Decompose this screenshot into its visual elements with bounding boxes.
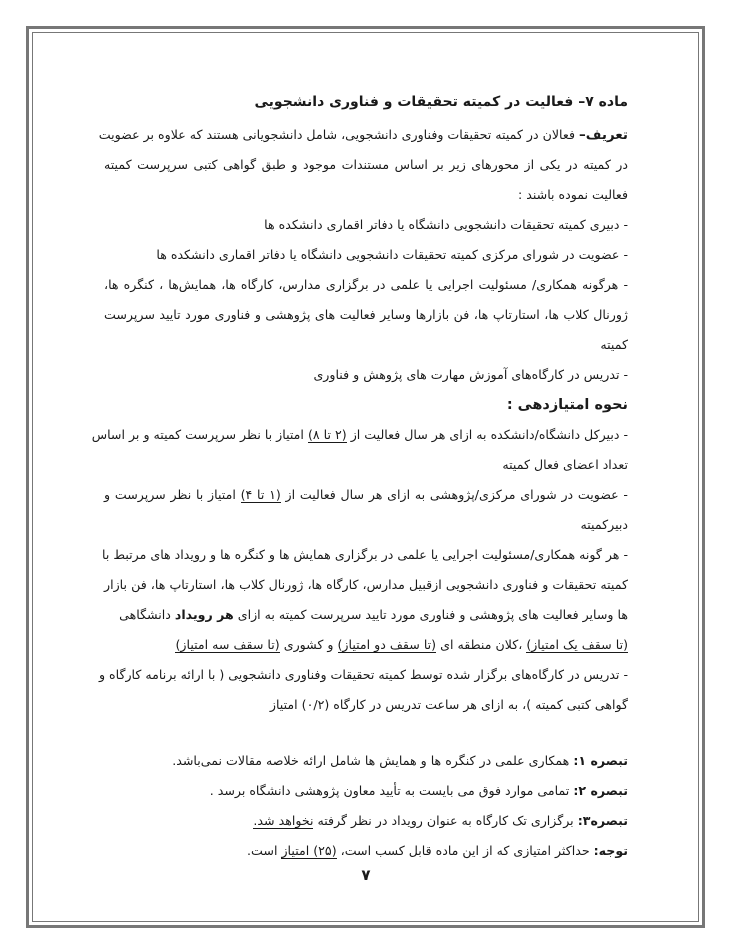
list-item-3-line-2: ژورنال کلاب ها، استارتاپ ها، فن بازارها وسایر فعالیت های پژوهشی و فناوری مورد تایید سرپرست — [104, 307, 628, 322]
note-3-underlined: نخواهد شد. — [253, 813, 314, 828]
note-3-label: تبصره۳: — [577, 813, 628, 828]
definition-term: تعریف– — [579, 127, 628, 143]
cap-two-points: (تا سقف دو امتیاز) — [337, 637, 437, 652]
cap-one-point: (تا سقف یک امتیاز) — [526, 637, 628, 652]
list-item-2: - عضویت در شورای مرکزی کمیته تحقیقات دانشجویی دانشگاه یا دفاتر اقماری دانشکده ها — [156, 247, 628, 262]
score-range-1: (۲ تا ۸) — [307, 427, 347, 442]
document-page — [91, 84, 628, 866]
scoring-item-4-line-2: گواهی کتبی کمیته )، به ازای هر ساعت تدریس در کارگاه (۰/۲) امتیاز — [269, 697, 628, 712]
scoring-heading: نحوه امتیازدهی : — [506, 397, 628, 413]
note-1: تبصره ۱: همکاری علمی در کنگره ها و همایش ها شامل ارائه خلاصه مقالات نمی‌باشد. — [172, 753, 628, 768]
scoring-item-2-line-1: - عضویت در شورای مرکزی/پژوهشی به ازای هر سال فعالیت از (۱ تا ۴) امتیاز با نظر سرپرست و — [104, 487, 628, 502]
scoring-item-3-line-3: ها وسایر فعالیت های پژوهشی و فناوری مورد تایید سرپرست کمیته به ازای هر رویداد دانشگاهی — [119, 607, 628, 622]
list-item-3-line-3: کمیته — [600, 337, 628, 352]
list-item-1: - دبیری کمیته تحقیقات دانشجویی دانشگاه یا دفاتر اقماری دانشکده ها — [264, 217, 628, 232]
score-range-2: (۱ تا ۴) — [240, 487, 281, 502]
cap-three-points: (تا سقف سه امتیاز) — [175, 637, 280, 652]
list-item-4: - تدریس در کارگاه‌های آموزش مهارت های پژوهش و فناوری — [313, 367, 628, 382]
note-2: تبصره ۲: تمامی موارد فوق می بایست به تأیید معاون پژوهشی دانشگاه برسد . — [209, 783, 628, 798]
scoring-item-3-line-1: - هر گونه همکاری/مسئولیت اجرایی یا علمی در برگزاری همایش ها و کنگره ها و رویداد های مرتبط با — [102, 547, 628, 562]
definition-line-1: تعریف– فعالان در کمیته تحقیقات وفناوری دانشجویی، شامل دانشجویانی هستند که علاوه بر عضویت — [98, 127, 628, 143]
max-points: (۲۵) امتیاز — [281, 843, 337, 858]
section-title: ماده ۷– فعالیت در کمیته تحقیقات و فناوری دانشجویی — [254, 94, 628, 110]
scoring-item-2-line-2: دبیرکمیته — [580, 517, 628, 532]
scoring-item-1-line-1: - دبیرکل دانشگاه/دانشکده به ازای هر سال فعالیت از (۲ تا ۸) امتیاز با نظر سرپرست کمیته و بر اساس — [91, 427, 628, 442]
definition-line-3: فعالیت نموده باشند : — [518, 187, 628, 202]
page-number: ۷ — [361, 866, 371, 884]
note-2-label: تبصره ۲: — [573, 783, 628, 798]
definition-line-2: در کمیته در یکی از محورهای زیر بر اساس مستندات موجود و طبق گواهی کتبی سرپرست کمیته — [104, 157, 628, 172]
list-item-3-line-1: - هرگونه همکاری/ مسئولیت اجرایی یا علمی در برگزاری مدارس، کارگاه ها، همایش‌ها ، کنگره ها، — [104, 277, 628, 292]
scoring-item-3-line-4: (تا سقف یک امتیاز) ،کلان منطقه ای (تا سقف دو امتیاز) و کشوری (تا سقف سه امتیاز) — [175, 637, 628, 652]
spacer — [104, 720, 628, 746]
scoring-item-3-line-2: کمیته تحقیقات و فناوری دانشجویی ازقبیل مدارس، کارگاه ها، ژورنال کلاب ها، استارتاپ ها، فن بازار — [104, 577, 628, 592]
note-4-label: توجه: — [593, 843, 628, 858]
per-event-label: هر رویداد — [174, 607, 234, 622]
scoring-item-4-line-1: - تدریس در کارگاه‌های برگزار شده توسط کمیته تحقیقات وفناوری دانشجویی ( با ارائه برنامه کارگاه و — [98, 667, 628, 682]
scoring-item-1-line-2: تعداد اعضای فعال کمیته — [502, 457, 628, 472]
note-4: توجه: حداکثر امتیازی که از این ماده قابل کسب است، (۲۵) امتیاز است. — [247, 843, 628, 858]
note-1-label: تبصره ۱: — [573, 753, 628, 768]
note-3: تبصره۳: برگزاری تک کارگاه به عنوان رویداد در نظر گرفته نخواهد شد. — [253, 813, 628, 828]
